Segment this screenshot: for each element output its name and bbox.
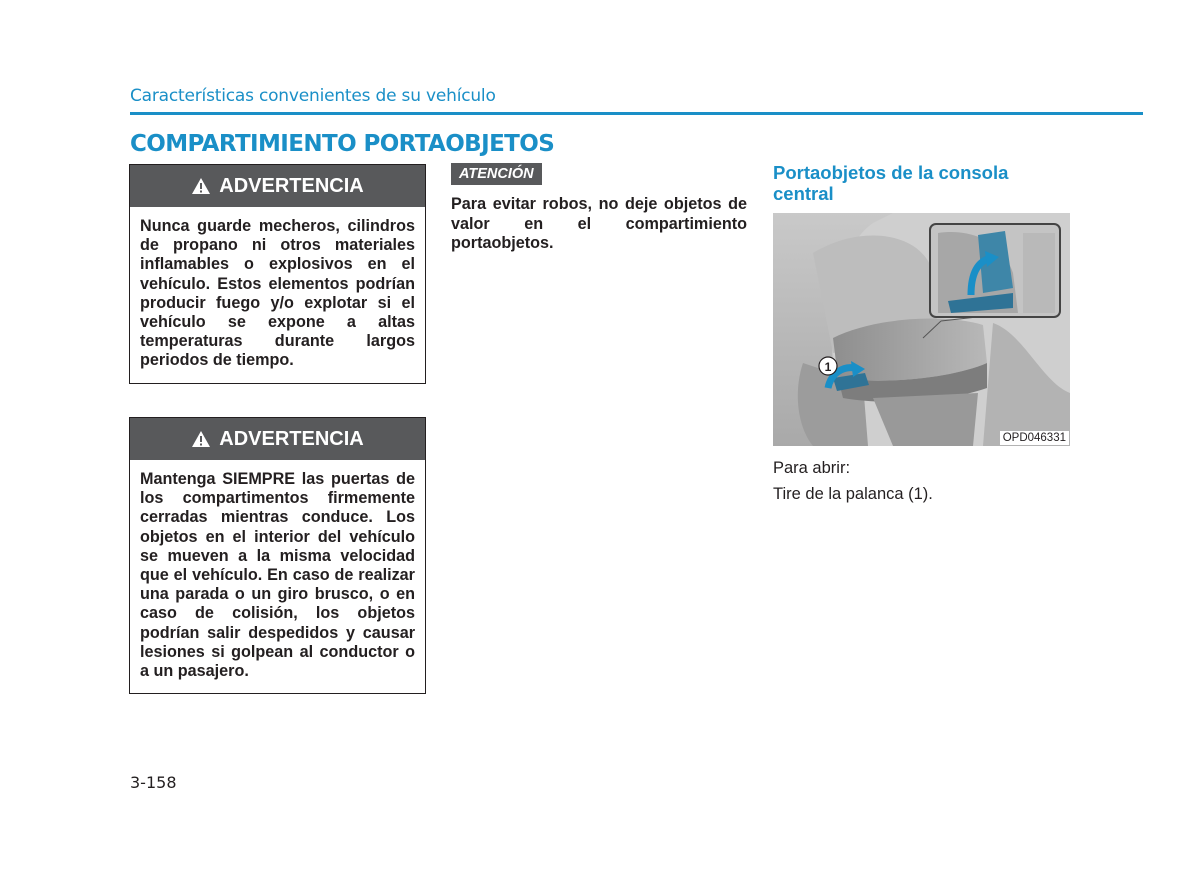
warning-triangle-icon: [191, 430, 211, 448]
warning-box-2: [129, 417, 426, 694]
step-text: Tire de la palanca (1).: [773, 485, 933, 503]
warning-text: Nunca guarde mecheros, cilindros de propano ni otros materiales inflamables o explosivos en el vehículo. Estos elementos podrían producir fuego y/o explotar si el vehículo se expone a altas temperaturas durante largos periodos de tiempo.: [140, 217, 415, 370]
image-code: OPD046331: [1000, 431, 1069, 445]
warning-header: [130, 165, 425, 207]
warning-text: Mantenga SIEMPRE las puertas de los compartimentos firmemente cerradas mientras conduce. Los objetos en el interior del vehículo se mueven a la misma velocidad que el vehículo. En caso de realizar una parada o un giro brusco, o en caso de colisión, los objetos podrían salir despedidos y causar lesiones si golpean al conductor o a un pasajero.: [140, 470, 415, 681]
warning-label: ADVERTENCIA: [219, 174, 364, 197]
header-rule: [130, 112, 1143, 115]
warning-label: ADVERTENCIA: [219, 427, 364, 450]
console-photo: [773, 213, 1070, 446]
section-header: Características convenientes de su vehículo: [130, 86, 496, 106]
warning-header: [130, 418, 425, 460]
warning-triangle-icon: [191, 177, 211, 195]
attention-text: Para evitar robos, no deje objetos de valor en el compartimiento portaobjetos.: [451, 195, 747, 252]
step-label: Para abrir:: [773, 459, 851, 477]
console-subtitle: Portaobjetos de la consola central: [773, 162, 1009, 204]
attention-label: ATENCIÓN: [451, 163, 542, 185]
page-number: 3-158: [130, 773, 177, 792]
warning-box-1: [129, 164, 426, 384]
console-illustration: [773, 213, 1070, 446]
page-title: COMPARTIMIENTO PORTAOBJETOS: [130, 131, 555, 157]
callout-number: 1: [824, 360, 832, 374]
